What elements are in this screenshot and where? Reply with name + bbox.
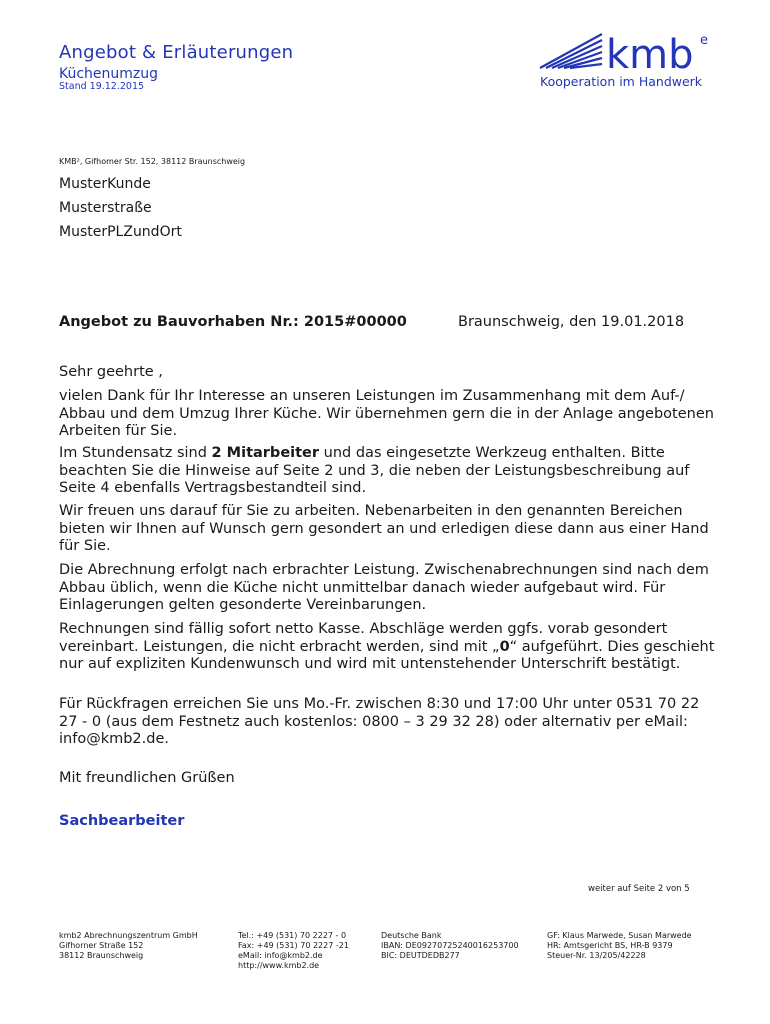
logo-stripes-icon	[540, 34, 602, 68]
closing: Mit freundlichen Grüßen	[59, 770, 235, 786]
paragraph-invoices	[59, 621, 719, 674]
p2-bold-workers: 2 Mitarbeiter	[211, 445, 320, 461]
footer-line: http://www.kmb2.de	[238, 961, 320, 970]
paragraph-contact: Für Rückfragen erreichen Sie uns Mo.-Fr. zwischen 8:30 und 17:00 Uhr unter 0531 70 22 27 - 0 (aus dem Festnetz auch kostenlos: 0800 – 3 29 32 28) oder alternativ per eMail: info@kmb2.de.	[59, 696, 700, 747]
footer-line: eMail: info@kmb2.de	[238, 951, 323, 960]
p5-bold-zero: 0	[499, 638, 510, 655]
p5-text-after: “ aufgeführt. Dies geschieht nur auf expliziten Kundenwunsch und wird mit untenstehender Unterschrift bestätigt.	[59, 638, 715, 672]
logo-tagline: Kooperation im Handwerk	[540, 74, 703, 89]
paragraph-thanks: vielen Dank für Ihr Interesse an unseren Leistungen im Zusammenhang mit dem Auf-/ Abbau und dem Umzug Ihrer Küche. Wir übernehmen gern die in der Anlage angebotenen Arbeiten für Sie.	[59, 388, 714, 439]
document-subtitle: Küchenumzug	[59, 66, 159, 82]
footer-line: GF: Klaus Marwede, Susan Marwede	[547, 931, 692, 940]
salutation: Sehr geehrte ,	[59, 364, 163, 380]
signer-name: Sachbearbeiter	[59, 813, 185, 829]
footer-registry	[547, 931, 692, 961]
paragraph-extra-work: Wir freuen uns darauf für Sie zu arbeiten. Nebenarbeiten in den genannten Bereichen bieten wir Ihnen auf Wunsch gern gesondert an und erledigen diese dann aus einer Hand für Sie.	[59, 503, 709, 554]
place-date: Braunschweig, den 19.01.2018	[458, 314, 685, 330]
footer-line: Gifhorner Straße 152	[59, 941, 144, 950]
footer-line: 38112 Braunschweig	[59, 951, 144, 960]
footer-line: IBAN: DE09270725240016253700	[381, 941, 519, 950]
document-date: Stand 19.12.2015	[59, 81, 145, 92]
footer-line: HR: Amtsgericht BS, HR-B 9379	[547, 941, 673, 950]
logo-superscript: e	[700, 33, 708, 48]
page-indicator: weiter auf Seite 2 von 5	[588, 884, 690, 894]
logo-wordmark: kmb	[606, 32, 694, 78]
footer-company	[59, 931, 198, 961]
document-title: Angebot & Erläuterungen	[59, 42, 294, 63]
footer-line: Deutsche Bank	[381, 931, 442, 940]
paragraph-billing: Die Abrechnung erfolgt nach erbrachter Leistung. Zwischenabrechnungen sind nach dem Abbau üblich, wenn die Küche nicht unmittelbar danach wieder aufgebaut wird. Für Einlagerungen gelten gesonderte Vereinbarungen.	[59, 562, 709, 613]
sender-line: KMB², Gifhomer Str. 152, 38112 Braunschweig	[59, 157, 246, 166]
p5-text-before: Rechnungen sind fällig sofort netto Kasse. Abschläge werden ggfs. vorab gesondert vereinbart. Leistungen, die nicht erbracht werden, sind mit „	[59, 621, 668, 655]
recipient-city: MusterPLZundOrt	[59, 224, 182, 240]
footer-line: Fax: +49 (531) 70 2227 -21	[238, 941, 349, 950]
paragraph-hourly-rate	[59, 445, 719, 498]
subject-line: Angebot zu Bauvorhaben Nr.: 2015#00000	[59, 314, 407, 330]
footer-bank	[381, 931, 519, 961]
footer-line: Steuer-Nr. 13/205/42228	[547, 951, 646, 960]
recipient-name: MusterKunde	[59, 176, 151, 192]
footer-line: kmb2 Abrechnungszentrum GmbH	[59, 931, 198, 940]
footer-line: BIC: DEUTDEDB277	[381, 951, 460, 960]
recipient-street: Musterstraße	[59, 200, 152, 216]
p2-text-before: Im Stundensatz sind	[59, 445, 212, 461]
footer-line: Tel.: +49 (531) 70 2227 - 0	[238, 931, 347, 940]
p2-text-after: und das eingesetzte Werkzeug enthalten. Bitte beachten Sie die Hinweise auf Seite 2 und 3, die neben der Leistungsbeschreibung auf Seite 4 ebenfalls Vertragsbestandteil sind.	[59, 445, 690, 496]
footer-contact	[238, 931, 349, 971]
